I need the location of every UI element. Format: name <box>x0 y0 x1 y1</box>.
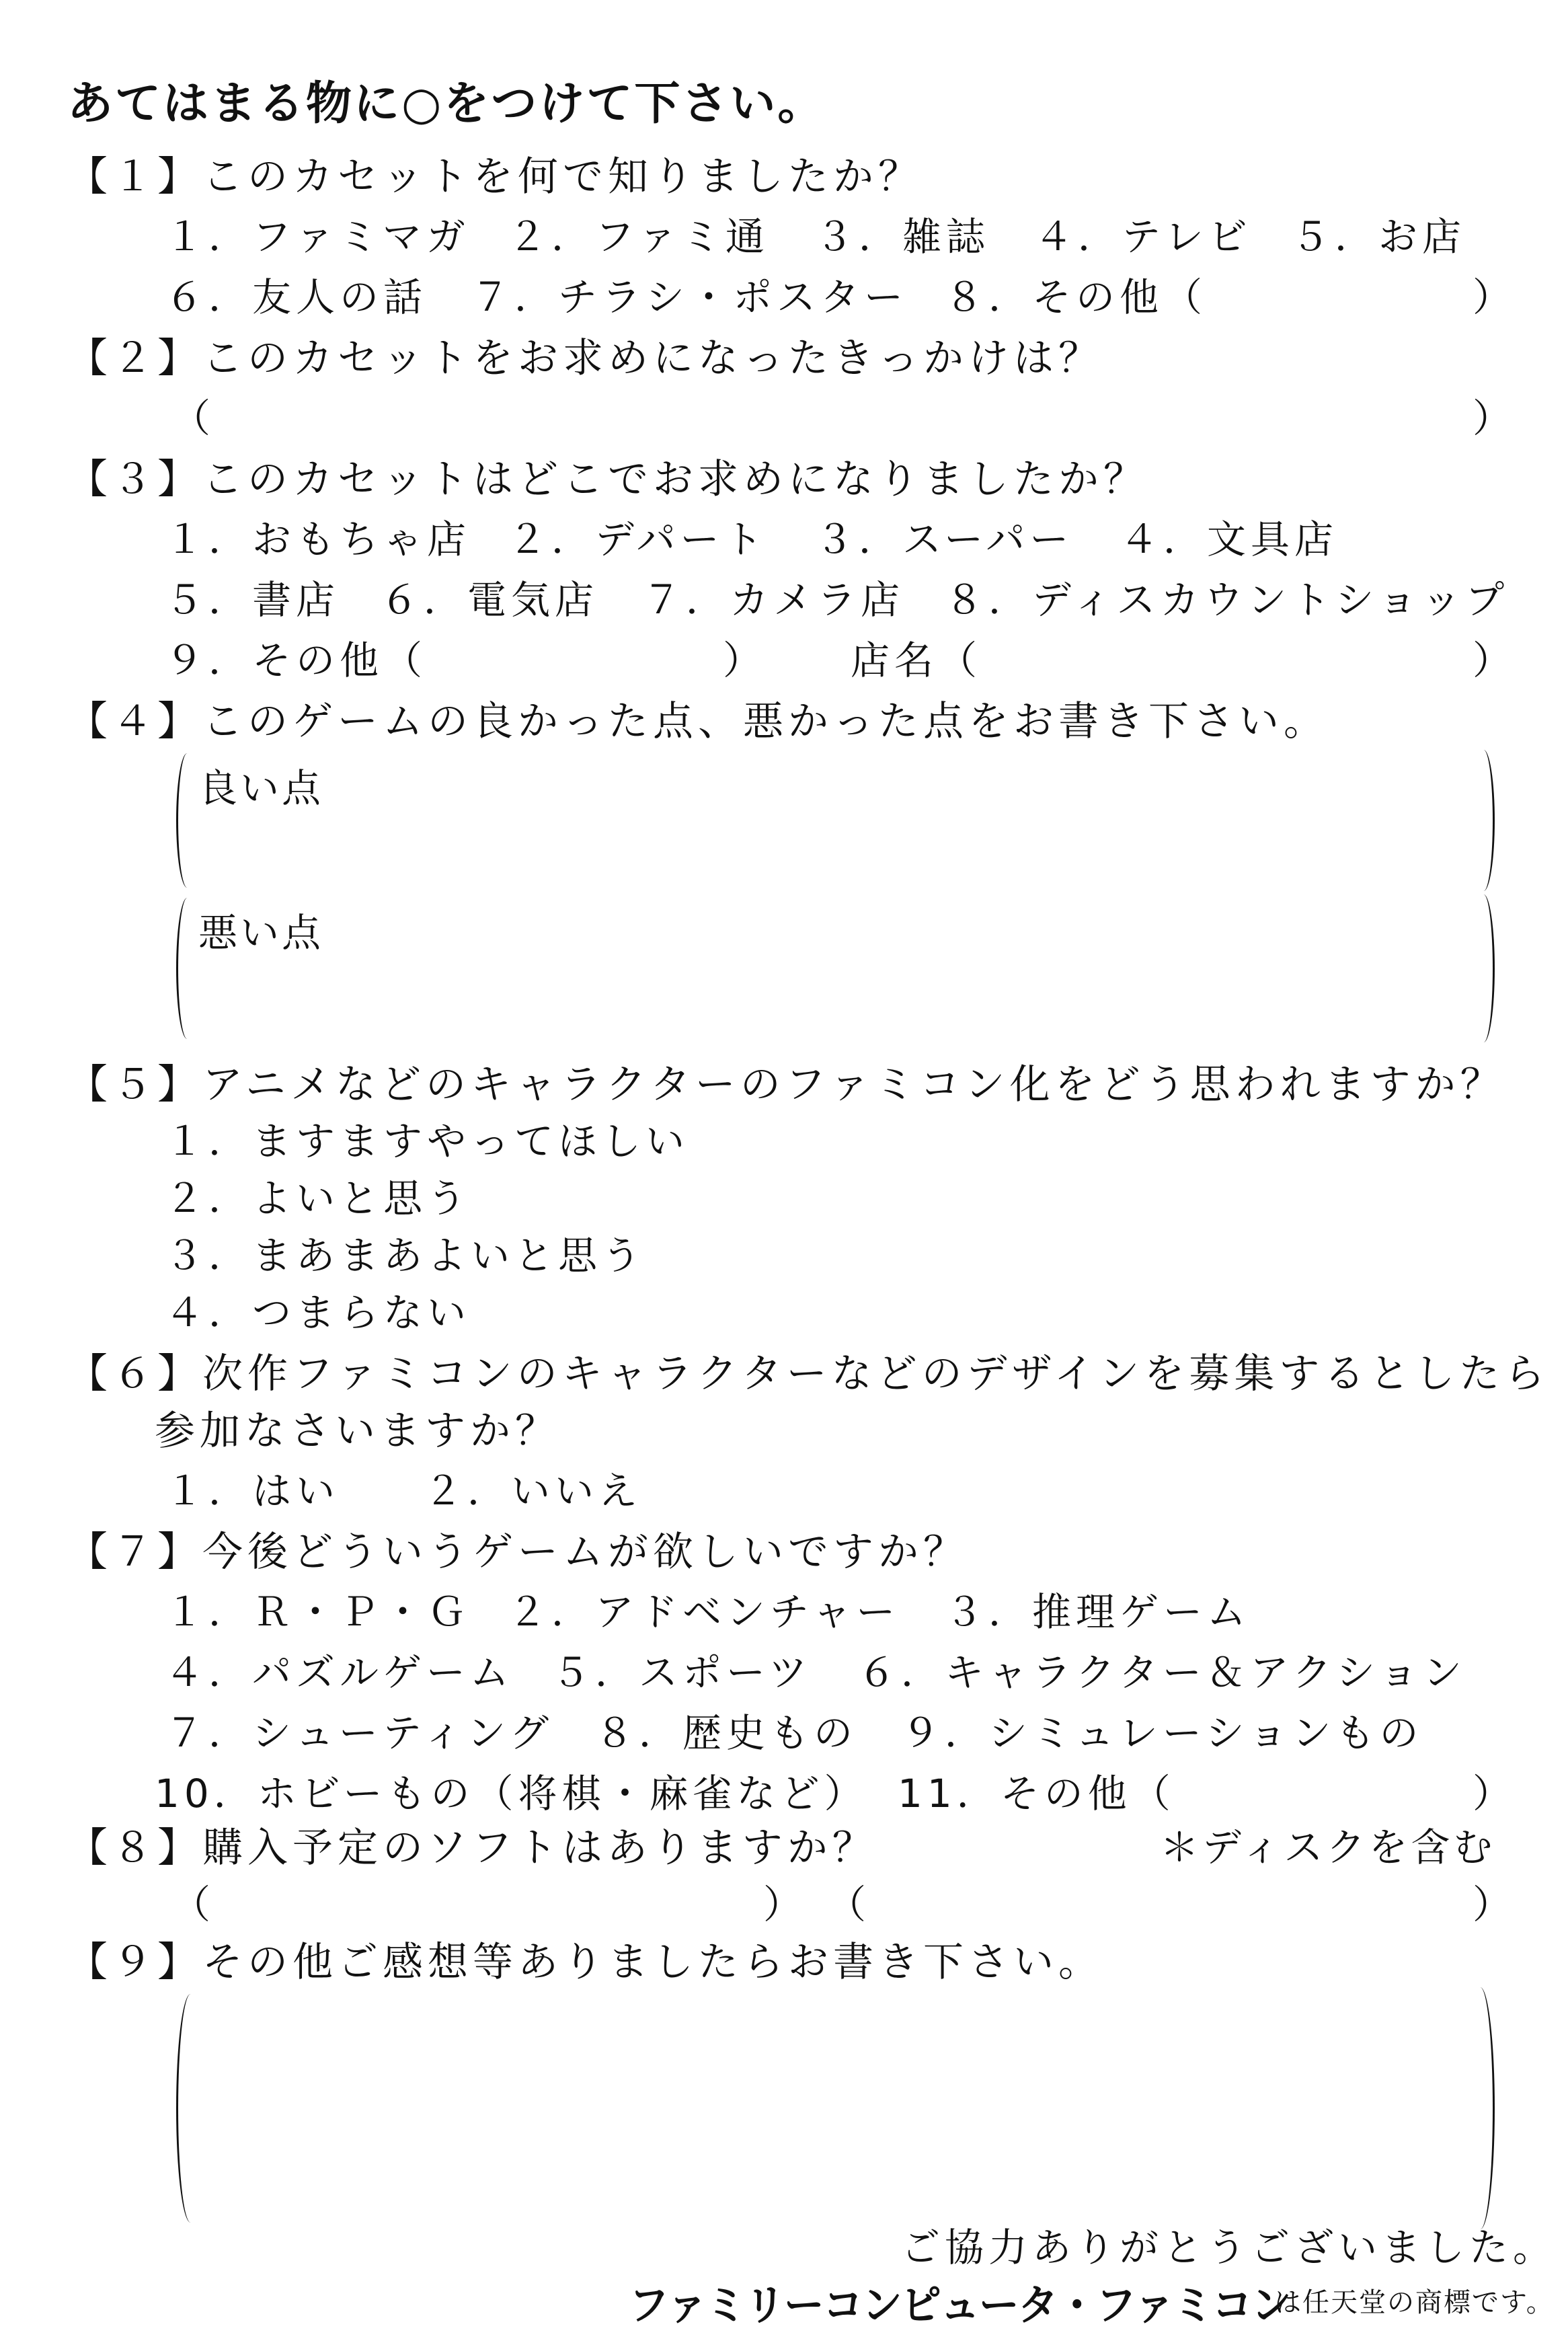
q9-comment-box-right <box>1466 1987 1495 2229</box>
q1-other-close-paren: ） <box>1473 274 1512 320</box>
q8-answer-1-open-paren[interactable]: （ <box>171 1882 211 1927</box>
q9-comment-box[interactable] <box>176 1994 205 2223</box>
q7-option[interactable]: ４．パズルゲーム <box>165 1650 514 1695</box>
famicom-logo: ファミリーコンピュータ・ファミコン <box>629 2280 1290 2330</box>
q6-option-yes[interactable]: １．はい <box>165 1468 340 1514</box>
q4-good-label: 良い点 <box>198 765 324 811</box>
q1-option[interactable]: ５．お店 <box>1291 214 1466 260</box>
question-8: 【８】購入予定のソフトはありますか？ <box>67 1824 877 1872</box>
question-6-line2: 参加なさいますか？ <box>155 1408 560 1455</box>
question-3: 【３】このカセットはどこでお求めになりましたか？ <box>67 456 1148 503</box>
q7-option[interactable]: １．Ｒ・Ｐ・Ｇ <box>165 1589 471 1635</box>
q4-good-box[interactable] <box>176 753 198 888</box>
question-9: 【９】その他ご感想等ありましたらお書き下さい。 <box>67 1939 1103 1986</box>
question-7: 【７】今後どういうゲームが欲しいですか？ <box>67 1529 968 1576</box>
q8-answer-1-close-paren: ） <box>763 1882 803 1927</box>
q3-option[interactable]: ５．書店 <box>165 577 340 623</box>
q5-option[interactable]: ４．つまらない <box>165 1290 471 1336</box>
question-6: 【６】次作ファミコンのキャラクターなどのデザインを募集するとしたら <box>67 1350 1550 1397</box>
q2-answer-close-paren: ） <box>1473 395 1512 441</box>
q1-option[interactable]: ２．ファミ通 <box>508 214 769 260</box>
q7-option-other[interactable]: 11．その他（ <box>898 1771 1175 1816</box>
q3-option[interactable]: ７．カメラ店 <box>642 577 905 623</box>
q8-answer-2-open-paren[interactable]: （ <box>827 1882 867 1927</box>
q6-option-no[interactable]: ２．いいえ <box>424 1468 643 1514</box>
q1-option-other[interactable]: ８．その他（ <box>945 274 1208 320</box>
q1-option[interactable]: １．ファミマガ <box>165 214 470 260</box>
thank-you-message: ご協力ありがとうございました。 <box>901 2225 1557 2270</box>
q3-other-close-paren: ） <box>723 638 762 683</box>
survey-title: あてはまる物に○をつけて下さい。 <box>67 77 826 130</box>
q3-option[interactable]: ６．電気店 <box>380 577 599 623</box>
question-1: 【１】このカセットを何で知りましたか？ <box>67 153 923 200</box>
question-2: 【２】このカセットをお求めになったきっかけは？ <box>67 335 1103 382</box>
q7-option[interactable]: 10．ホビーもの（将棋・麻雀など） <box>155 1771 868 1816</box>
q5-option[interactable]: ３．まあまあよいと思う <box>165 1233 646 1278</box>
q7-option[interactable]: ７．シューティング <box>165 1710 554 1756</box>
question-5: 【５】アニメなどのキャラクターのファミコン化をどう思われますか？ <box>67 1061 1505 1108</box>
q3-shop-close-paren: ） <box>1473 638 1512 683</box>
q7-other-close-paren: ） <box>1473 1771 1512 1816</box>
q4-bad-box[interactable] <box>176 898 198 1039</box>
q3-option[interactable]: ４．文具店 <box>1120 516 1339 562</box>
q3-shop-name-field[interactable]: 店名（ <box>851 638 982 683</box>
q7-option[interactable]: ３．推理ゲーム <box>945 1589 1251 1635</box>
q1-option[interactable]: ３．雑誌 <box>815 214 990 260</box>
q7-option[interactable]: ６．キャラクター＆アクション <box>857 1650 1466 1695</box>
q4-bad-box-right <box>1473 894 1495 1042</box>
q8-disk-note: ＊ディスクを含む <box>1160 1824 1496 1870</box>
q1-option[interactable]: ４．テレビ <box>1034 214 1252 260</box>
q3-option-other[interactable]: ９．その他（ <box>165 638 428 683</box>
q1-option[interactable]: ７．チラシ・ポスター <box>471 274 908 320</box>
q4-bad-label: 悪い点 <box>198 910 324 956</box>
q3-option[interactable]: ２．デパート <box>508 516 768 562</box>
q3-option[interactable]: ３．スーパー <box>815 516 1074 562</box>
q4-good-box-right <box>1473 750 1495 891</box>
q2-answer-open-paren[interactable]: （ <box>171 395 211 441</box>
q3-option[interactable]: １．おもちゃ店 <box>165 516 471 562</box>
q1-option[interactable]: ６．友人の話 <box>165 274 428 320</box>
q7-option[interactable]: ５．スポーツ <box>551 1650 812 1695</box>
q7-option[interactable]: ９．シミュレーションもの <box>901 1710 1423 1756</box>
q5-option[interactable]: ２．よいと思う <box>165 1176 471 1221</box>
question-4: 【４】このゲームの良かった点、悪かった点をお書き下さい。 <box>67 698 1329 745</box>
q7-option[interactable]: ２．アドベンチャー <box>508 1589 900 1635</box>
q8-answer-2-close-paren: ） <box>1473 1882 1512 1927</box>
q5-option[interactable]: １．ますますやってほしい <box>165 1118 690 1164</box>
trademark-notice: は任天堂の商標です。 <box>1274 2287 1555 2318</box>
q3-option[interactable]: ８．ディスカウントショップ <box>945 577 1510 623</box>
q7-option[interactable]: ８．歴史もの <box>595 1710 858 1756</box>
